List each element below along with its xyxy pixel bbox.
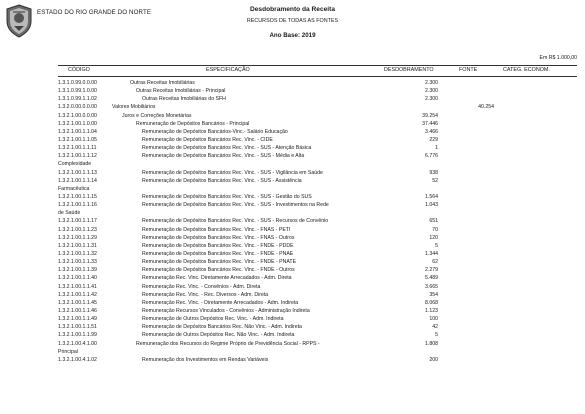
row-code: 1.3.2.1.00.1.1.14 (58, 177, 97, 184)
row-breakdown-value: 5.489 (425, 275, 438, 282)
row-specification: Outras Receitas Imobiliárias do SFH (142, 96, 226, 103)
row-specification: Remuneração Rec. Vinc. - Rec. Diversos - Adm. Direta (142, 291, 269, 298)
row-specification: Remuneração de Depósitos Bancários Rec. Vinc. - SUS - Investimentos na Rede (142, 202, 329, 209)
currency-units-note: Em R$ 1.000,00 (539, 55, 577, 61)
row-code: 1.3.2.1.00.1.1.16 (58, 202, 97, 209)
row-code: 1.3.2.1.00.4.1.00 (58, 340, 97, 347)
row-breakdown-value: 2.300 (425, 96, 438, 103)
row-code: 1.3.2.1.00.1.1.05 (58, 136, 97, 143)
table-row (0, 258, 585, 266)
table-row (0, 356, 585, 364)
row-code: 1.3.2.1.00.1.1.40 (58, 275, 97, 282)
row-specification-continued: Principal (58, 348, 78, 355)
row-breakdown-value: 120 (429, 234, 438, 241)
table-row (0, 250, 585, 258)
row-specification: Remuneração de Depósitos Bancários Rec. Vinc. - FNAS - Outros (142, 234, 295, 241)
row-breakdown-value: 1.564 (425, 194, 438, 200)
row-specification: Outras Receitas Imobiliárias (130, 80, 195, 86)
row-code: 1.3.2.1.00.1.1.12 (58, 153, 97, 160)
row-specification: Remuneração dos Recursos do Regime Próprio de Previdência Social - RPPS - (136, 340, 320, 347)
row-breakdown-value: 39.254 (422, 112, 438, 119)
table-row (0, 323, 585, 331)
row-specification: Remuneração Rec. Vinc. - Diretamente Arrecadados - Adm. Indireta (142, 299, 299, 306)
row-specification: Remuneração de Depósitos Bancários Rec. Vinc. - SUS - Assistência (142, 177, 302, 184)
table-row (0, 95, 585, 103)
table-row (0, 299, 585, 307)
row-specification-continued: Farmacêutica (58, 185, 90, 192)
row-breakdown-value: 100 (429, 316, 438, 323)
row-breakdown-value: 5 (435, 242, 438, 249)
table-row (0, 283, 585, 291)
table-row (0, 201, 585, 217)
row-breakdown-value: 70 (432, 226, 438, 233)
row-breakdown-value: 6.776 (425, 153, 438, 160)
row-specification: Remuneração de Depósitos Bancários Rec. Vinc. - SUS - Gestão do SUS (142, 194, 312, 200)
row-breakdown-value: 37.446 (422, 120, 438, 127)
row-breakdown-value: 2.300 (425, 88, 438, 95)
table-row (0, 274, 585, 282)
row-specification: Remuneração de Depósitos Bancários Rec. Vinc. - FNAS - PETI (142, 226, 291, 233)
row-breakdown-value: 938 (429, 169, 438, 176)
row-code: 1.3.2.1.00.1.0.00 (58, 120, 97, 127)
row-code: 1.3.1.0.99.1.1.02 (58, 96, 97, 103)
table-row (0, 152, 585, 168)
row-code: 1.3.2.0.00.0.0.00 (58, 104, 97, 111)
row-breakdown-value: 3.665 (425, 283, 438, 290)
row-specification: Outras Receitas Imobiliárias - Principal (136, 88, 226, 95)
row-specification: Remuneração de Depósitos Bancários - Principal (136, 120, 250, 127)
row-specification: Remuneração dos Investimentos em Rendas Variáveis (142, 356, 269, 363)
table-row (0, 266, 585, 274)
base-year: Ano Base: 2019 (269, 32, 316, 39)
table-row (0, 331, 585, 339)
row-code: 1.3.2.1.00.1.1.04 (58, 128, 97, 135)
row-breakdown-value: 2.300 (425, 80, 438, 86)
document-subtitle: RECURSOS DE TODAS AS FONTES (246, 18, 339, 24)
table-row (0, 120, 585, 128)
table-row (0, 144, 585, 152)
table-row (0, 103, 585, 111)
row-specification: Remuneração de Depósitos Bancários Rec. Vinc. - FNDE - PDDE (142, 242, 294, 249)
table-row (0, 340, 585, 356)
row-breakdown-value: 229 (429, 136, 438, 143)
table-row (0, 79, 585, 87)
row-specification: Remuneração de Depósitos Bancários Rec. Vinc. - SUS - Vigilância em Saúde (142, 169, 323, 176)
row-specification: Remuneração de Depósitos Bancários Rec. Vinc. - SUS - Média e Alta (142, 153, 305, 160)
row-code: 1.3.2.1.00.1.1.39 (58, 267, 97, 274)
row-breakdown-value: 1.043 (425, 202, 438, 209)
header-top-rule (58, 65, 577, 66)
row-breakdown-value: 52 (432, 177, 438, 184)
column-header-code: CÓDIGO (68, 67, 90, 73)
row-specification: Remuneração de Depósitos Bancários Rec. Vinc. - FNDE - Outros (142, 267, 295, 274)
row-specification: Remuneração de Outros Depósitos Rec. Não Vinc. - Adm. Indireta (142, 332, 295, 339)
row-code: 1.3.2.1.00.1.1.32 (58, 251, 97, 257)
row-specification: Remuneração Rec. Vinc. Diretamente Arrecadados - Adm. Direta (142, 275, 292, 282)
row-specification: Remuneração de Depósitos Bancários Rec. Vinc. - SUS - Atenção Básica (142, 145, 312, 152)
row-breakdown-value: 1 (435, 145, 438, 152)
document-title: Desdobramento da Receita (249, 6, 335, 13)
row-specification: Remuneração de Outros Depósitos Rec. Vinc. - Adm. Indireta (142, 316, 284, 323)
column-header-breakdown: DESDOBRAMENTO (384, 67, 434, 73)
table-row (0, 217, 585, 225)
row-specification: Remuneração de Depósitos Bancários Rec. Vinc. - FNDE - PNATE (142, 259, 297, 266)
row-breakdown-value: 1.123 (425, 307, 438, 314)
row-breakdown-value: 62 (432, 259, 438, 266)
row-specification: Remuneração de Depósitos Bancários Rec. Vinc. - CIDE (142, 136, 273, 143)
row-code: 1.3.2.1.00.1.1.41 (58, 283, 97, 290)
row-specification: Remuneração de Depósitos Bancários Rec. Vinc. - FNDE - PNAE (142, 251, 294, 257)
row-specification: Remuneração de Depósitos Bancários Rec. Vinc. - SUS - Recursos de Convênio (142, 218, 329, 225)
table-row (0, 226, 585, 234)
row-code: 1.3.2.1.00.0.0.00 (58, 112, 97, 119)
row-code: 1.3.2.1.00.1.1.42 (58, 291, 97, 298)
column-header-spec: ESPECIFICAÇÃO (206, 67, 250, 73)
row-breakdown-value: 1.808 (425, 340, 438, 347)
row-specification-continued: de Saúde (58, 210, 81, 217)
row-code: 1.3.2.1.00.1.1.23 (58, 226, 97, 233)
table-row (0, 242, 585, 250)
row-breakdown-value: 5 (435, 332, 438, 339)
row-code: 1.3.2.1.00.1.1.17 (58, 218, 97, 225)
row-breakdown-value: 3.466 (425, 128, 438, 135)
row-code: 1.3.2.1.00.1.1.31 (58, 242, 97, 249)
table-row (0, 291, 585, 299)
row-specification: Juros e Correções Monetárias (122, 112, 192, 119)
row-breakdown-value: 8.068 (425, 299, 438, 306)
row-specification: Remuneração de Depósitos Bancários-Vinc.- Salário Educação (142, 128, 288, 135)
table-row (0, 169, 585, 177)
row-specification: Remuneração Recursos Vinculados - Convênios - Administração Indireta (142, 307, 310, 314)
table-row (0, 315, 585, 323)
row-code: 1.3.2.1.00.1.1.13 (58, 169, 97, 176)
table-row (0, 234, 585, 242)
row-code: 1.3.2.1.00.1.1.46 (58, 307, 97, 314)
column-header-source: FONTE (459, 67, 478, 73)
row-specification: Valores Mobiliários (112, 104, 156, 111)
row-specification: Remuneração de Depósitos Bancários Rec. Não Vinc. - Adm. Indireta (142, 324, 302, 331)
row-code: 1.3.2.1.00.4.1.02 (58, 356, 97, 363)
column-header-category: CATEG. ECONOM. (503, 67, 550, 73)
row-code: 1.3.2.1.00.1.1.11 (58, 145, 97, 152)
row-source-value: 40.254 (478, 104, 494, 111)
table-row (0, 128, 585, 136)
row-specification: Remuneração Rec. Vinc. - Convênios - Adm. Direta (142, 283, 261, 290)
table-row (0, 193, 585, 201)
row-code: 1.3.2.1.00.1.1.15 (58, 194, 97, 200)
row-breakdown-value: 200 (429, 356, 438, 363)
table-row (0, 307, 585, 315)
row-code: 1.3.1.0.99.1.0.00 (58, 88, 97, 95)
row-specification-continued: Complexidade (58, 161, 92, 168)
row-breakdown-value: 651 (429, 218, 438, 225)
row-breakdown-value: 1.344 (425, 251, 438, 257)
row-breakdown-value: 42 (432, 324, 438, 331)
table-row (0, 136, 585, 144)
row-breakdown-value: 2.279 (425, 267, 438, 274)
table-row (0, 177, 585, 193)
row-code: 1.3.2.1.00.1.1.51 (58, 324, 97, 331)
row-code: 1.3.2.1.00.1.1.99 (58, 332, 97, 339)
state-name: ESTADO DO RIO GRANDE DO NORTE (37, 9, 152, 16)
row-code: 1.3.2.1.00.1.1.45 (58, 299, 97, 306)
table-row (0, 87, 585, 95)
row-breakdown-value: 354 (429, 291, 438, 298)
row-code: 1.3.2.1.00.1.1.49 (58, 316, 97, 323)
row-code: 1.3.1.0.99.0.0.00 (58, 80, 97, 86)
table-row (0, 112, 585, 120)
revenue-table-body (0, 79, 585, 364)
header-bottom-rule (58, 76, 577, 77)
row-code: 1.3.2.1.00.1.1.33 (58, 259, 97, 266)
row-code: 1.3.2.1.00.1.1.29 (58, 234, 97, 241)
